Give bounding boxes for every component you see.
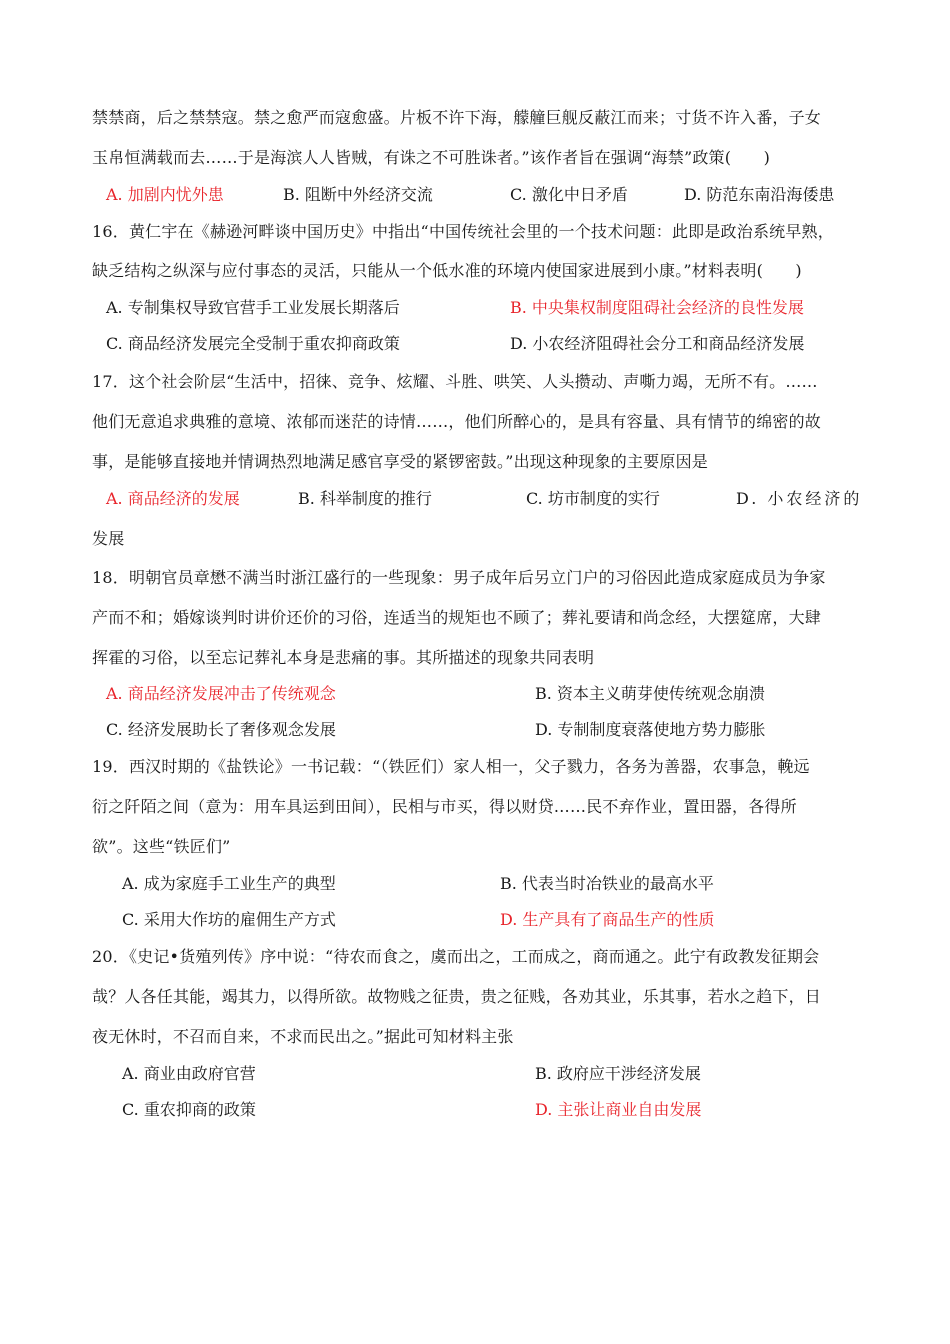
q18-option-a: A. 商品经济发展冲击了传统观念 (106, 684, 336, 703)
q18-line-2: 产而不和；婚嫁谈判时讲价还价的习俗，连适当的规矩也不顾了；葬礼要请和尚念经，大摆筵席，大肆 (92, 608, 822, 627)
q17-line-1: 17．这个社会阶层“生活中，招徕、竞争、炫耀、斗胜、哄笑、人头攒动、声嘶力竭，无所不有。…… (92, 372, 818, 391)
q16-line-2: 缺乏结构之纵深与应付事态的灵活，只能从一个低水准的环境内使国家进展到小康。”材料表明( ) (92, 261, 802, 280)
q20-line-3: 夜无休时，不召而自来，不求而民出之。”据此可知材料主张 (92, 1027, 514, 1046)
q17-option-b: B. 科举制度的推行 (298, 489, 432, 508)
q19-line-3: 欲”。这些“铁匠们” (92, 837, 231, 856)
q19-option-c: C. 采用大作坊的雇佣生产方式 (122, 910, 336, 929)
q17-option-d-tail: 发展 (92, 529, 125, 548)
q18-option-b: B. 资本主义萌芽使传统观念崩溃 (535, 684, 765, 703)
q15-line-1: 禁禁商，后之禁禁寇。禁之愈严而寇愈盛。片板不许下海，艨艟巨舰反蔽江而来；寸货不许入番，子女 (92, 108, 822, 127)
q19-option-b: B. 代表当时冶铁业的最高水平 (500, 874, 714, 893)
q19-option-a: A. 成为家庭手工业生产的典型 (122, 874, 336, 893)
q20-option-b: B. 政府应干涉经济发展 (535, 1064, 701, 1083)
q17-option-a: A. 商品经济的发展 (106, 489, 240, 508)
q16-option-d: D. 小农经济阻碍社会分工和商品经济发展 (510, 334, 805, 353)
q17-option-c: C. 坊市制度的实行 (526, 489, 660, 508)
q20-line-2: 哉？人各任其能，竭其力，以得所欲。故物贱之征贵，贵之征贱，各劝其业，乐其事，若水之趋下，日 (92, 987, 822, 1006)
q20-option-c: C. 重农抑商的政策 (122, 1100, 256, 1119)
q16-option-b: B. 中央集权制度阻碍社会经济的良性发展 (510, 298, 804, 317)
q18-line-1: 18．明朝官员章懋不满当时浙江盛行的一些现象：男子成年后另立门户的习俗因此造成家庭成员为争家 (92, 568, 826, 587)
q17-option-d: D. 小农经济的 (736, 489, 863, 508)
q16-option-a: A. 专制集权导致官营手工业发展长期落后 (106, 298, 400, 317)
q17-line-2: 他们无意追求典雅的意境、浓郁而迷茫的诗情……，他们所醉心的，是具有容量、具有情节的绵密的故 (92, 412, 822, 431)
q15-line-2: 玉帛恒满载而去……于是海滨人人皆贼，有诛之不可胜诛者。”该作者旨在强调“海禁”政策( ) (92, 148, 771, 167)
q17-line-3: 事，是能够直接地并情调热烈地满足感官享受的紧锣密鼓。”出现这种现象的主要原因是 (92, 452, 708, 471)
q19-line-2: 衍之阡陌之间（意为：用车具运到田间），民相与市买，得以财贷……民不弃作业，置田器，各得所 (92, 797, 797, 816)
q20-line-1: 20．《史记•货殖列传》序中说：“待农而食之，虞而出之，工而成之，商而通之。此宁有政教发征期会 (92, 947, 820, 966)
q20-option-a: A. 商业由政府官营 (122, 1064, 256, 1083)
q20-option-d: D. 主张让商业自由发展 (535, 1100, 702, 1119)
q16-line-1: 16．黄仁宇在《赫逊河畔谈中国历史》中指出“中国传统社会里的一个技术问题：此即是政治系统早熟， (92, 222, 834, 241)
q15-option-a: A. 加剧内忧外患 (106, 185, 224, 204)
q18-line-3: 挥霍的习俗，以至忘记葬礼本身是悲痛的事。其所描述的现象共同表明 (92, 648, 595, 667)
q15-option-c: C. 激化中日矛盾 (510, 185, 628, 204)
q15-option-b: B. 阻断中外经济交流 (283, 185, 433, 204)
q18-option-c: C. 经济发展助长了奢侈观念发展 (106, 720, 336, 739)
q16-option-c: C. 商品经济发展完全受制于重农抑商政策 (106, 334, 400, 353)
q19-option-d: D. 生产具有了商品生产的性质 (500, 910, 715, 929)
q18-option-d: D. 专制制度衰落使地方势力膨胀 (535, 720, 766, 739)
q15-option-d: D. 防范东南沿海倭患 (684, 185, 835, 204)
q19-line-1: 19．西汉时期的《盐铁论》一书记载：“（铁匠们）家人相一，父子戮力，各务为善器，农事急，輓远 (92, 757, 810, 776)
